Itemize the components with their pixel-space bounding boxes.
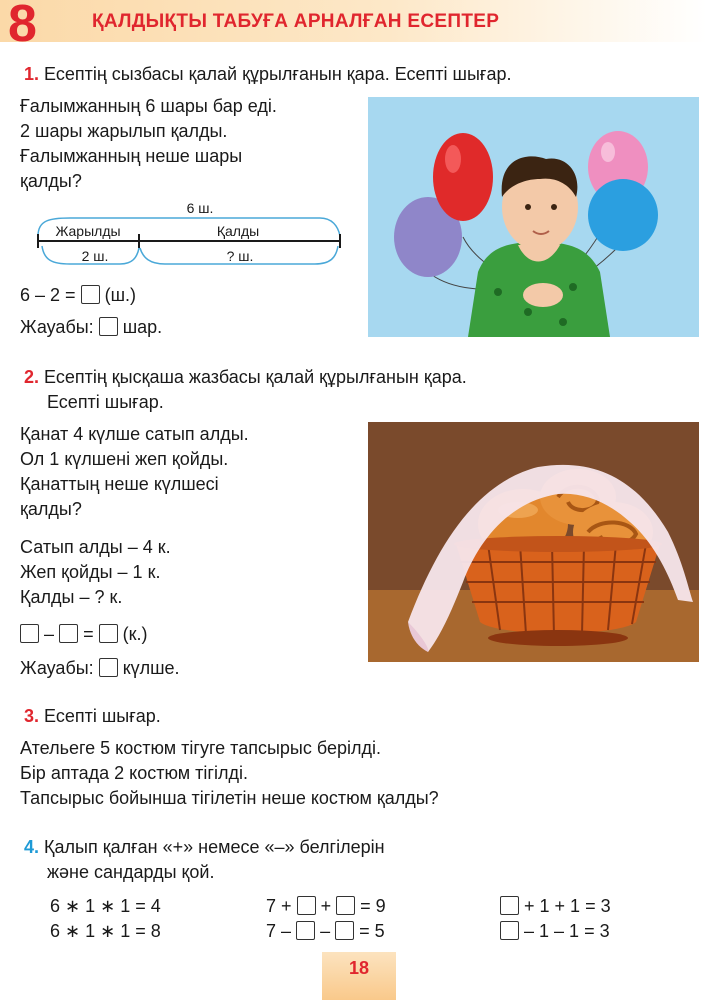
bread-basket-illustration [368,422,699,662]
answer-box[interactable] [500,896,519,915]
expression: 7 + + = 9 [266,896,386,916]
answer-box[interactable] [336,896,355,915]
task3-text [20,736,439,811]
task2-instruction-cont: Есепті шығар. [47,392,164,412]
task1-line: Ғалымжанның 6 шары бар еді. [20,96,277,116]
answer-box[interactable] [335,921,354,940]
expression: – 1 – 1 = 3 [500,919,611,944]
task2-line: Қанат 4 күлше сатып алды. [20,424,249,444]
task1-number: 1. [24,64,40,84]
task2-number: 2. [24,367,40,387]
task4-number: 4. [24,837,40,857]
task2-answer: Жауабы: күлше. [20,658,180,678]
diagram-right-label: Қалды [216,223,260,239]
task1-instruction [24,62,511,87]
answer-box[interactable] [99,624,118,643]
task2-line: Ол 1 күлшені жеп қойды. [20,449,229,469]
task4-instruction-cont: және сандарды қой. [47,862,215,882]
diagram-left-value: 2 ш. [81,248,109,264]
task2-note: Қалды – ? к. [20,587,123,607]
task1-line: Ғалымжанның неше шары [20,146,243,166]
expression: 7 – – = 5 [266,921,385,941]
answer-box[interactable] [99,317,118,336]
diagram-total: 6 ш. [186,200,214,216]
task2-notes [20,535,171,610]
expression: + 1 + 1 = 3 [500,894,611,919]
task1-answer: Жауабы: шар. [20,317,163,337]
task2-text [20,422,249,522]
diagram-right-value: ? ш. [226,248,254,264]
page-number: 18 [348,958,370,978]
task1-diagram [30,196,350,268]
task2-line: Қанаттың неше күлшесі [20,474,219,494]
task2-instruction: 2. Есептің қысқаша жазбасы қалай құрылғанын қара. [24,367,467,387]
task4-col2 [266,894,386,944]
expression: 6 ∗ 1 ∗ 1 = 8 [50,921,161,941]
answer-box[interactable] [81,285,100,304]
answer-box[interactable] [297,896,316,915]
task1-equation: 6 – 2 = (ш.) [20,285,137,305]
task3-instruction: 3. Есепті шығар. [24,706,161,726]
task2-note: Жеп қойды – 1 к. [20,562,161,582]
expression: 6 ∗ 1 ∗ 1 = 4 [50,896,161,916]
task3-line: Бір аптада 2 костюм тігілді. [20,763,248,783]
task2-equation: – = (к.) [20,622,147,647]
answer-box[interactable] [296,921,315,940]
answer-box[interactable] [20,624,39,643]
task3-number: 3. [24,706,40,726]
task1-line: қалды? [20,171,82,191]
task1-instruction-text: Есептің сызбасы қалай құрылғанын қара. Есепті шығар. [44,64,512,84]
task2-line: қалды? [20,499,82,519]
task2-note: Сатып алды – 4 к. [20,537,171,557]
answer-box[interactable] [59,624,78,643]
answer-box[interactable] [99,658,118,677]
answer-box[interactable] [500,921,519,940]
boy-with-balloons-illustration [368,97,699,337]
task4-col3 [500,894,611,944]
task4-instruction: 4. Қалып қалған «+» немесе «–» белгілерін [24,837,385,857]
task1-text [20,94,277,194]
task1-line: 2 шары жарылып қалды. [20,121,228,141]
task4-col1 [50,894,161,944]
task3-line: Тапсырыс бойынша тігілетін неше костюм қалды? [20,788,439,808]
lesson-title: ҚАЛДЫҚТЫ ТАБУҒА АРНАЛҒАН ЕСЕПТЕР [92,11,500,32]
lesson-number: 8 [8,0,37,53]
task3-line: Ательеге 5 костюм тігуге тапсырыс берілді. [20,738,381,758]
diagram-left-label: Жарылды [55,223,121,239]
